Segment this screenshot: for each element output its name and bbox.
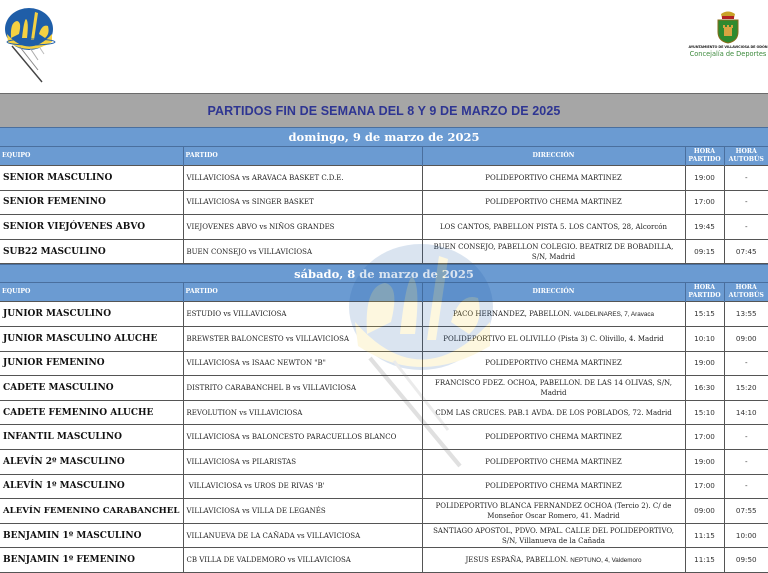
section-date: domingo, 9 de marzo de 2025 [288, 130, 480, 144]
match-cell: VILLAVICIOSA vs PILARISTAS [183, 449, 422, 474]
match-cell: BUEN CONSEJO vs VILLAVICIOSA [183, 239, 422, 264]
page-title: PARTIDOS FIN DE SEMANA DEL 8 Y 9 DE MARZO DE 2025 [207, 103, 561, 118]
match-cell: VIEJOVENES ABVO vs NIÑOS GRANDES [183, 215, 422, 240]
table-row [0, 499, 768, 524]
bus-time-cell: - [724, 474, 768, 499]
match-time-cell: 09:00 [685, 499, 724, 524]
bus-time-cell: - [724, 190, 768, 215]
table-row [0, 523, 768, 548]
section-date-band [0, 264, 768, 282]
address-cell: LOS CANTOS, PABELLON PISTA 5. LOS CANTOS, 28, Alcorcón [422, 215, 685, 240]
col-header-partido: PARTIDO [183, 283, 422, 302]
bus-time-cell: - [724, 215, 768, 240]
basketball-logo-icon [2, 4, 62, 84]
address-cell: PACO HERNANDEZ, PABELLON. VALDELINARES, 7, Aravaca [422, 302, 685, 327]
team-cell: JUNIOR FEMENINO [0, 351, 183, 376]
table-header-row [0, 283, 768, 302]
match-time-cell: 16:30 [685, 376, 724, 401]
address-cell: JESUS ESPAÑA, PABELLON. NEPTUNO, 4, Valdemoro [422, 548, 685, 573]
bus-time-cell: 09:00 [724, 326, 768, 351]
match-time-cell: 09:15 [685, 239, 724, 264]
table-row [0, 548, 768, 573]
schedule-sheet [0, 93, 768, 573]
match-time-cell: 11:15 [685, 523, 724, 548]
team-cell: INFANTIL MASCULINO [0, 425, 183, 450]
section-date: sábado, 8 de marzo de 2025 [294, 266, 474, 281]
match-cell: VILLANUEVA DE LA CAÑADA vs VILLAVICIOSA [183, 523, 422, 548]
team-cell: CADETE FEMENINO ALUCHE [0, 400, 183, 425]
col-header-hora-autobus: HORA AUTOBÚS [724, 147, 768, 166]
table-row [0, 376, 768, 401]
match-cell: BREWSTER BALONCESTO vs VILLAVICIOSA [183, 326, 422, 351]
match-cell: ESTUDIO vs VILLAVICIOSA [183, 302, 422, 327]
address-cell: POLIDEPORTIVO CHEMA MARTINEZ [422, 474, 685, 499]
team-cell: BENJAMIN 1º MASCULINO [0, 523, 183, 548]
coat-of-arms-icon [715, 10, 741, 44]
table-row [0, 400, 768, 425]
bus-time-cell: - [724, 449, 768, 474]
match-time-cell: 17:00 [685, 474, 724, 499]
col-header-hora-autobus: HORA AUTOBÚS [724, 283, 768, 302]
match-time-cell: 19:45 [685, 215, 724, 240]
match-time-cell: 19:00 [685, 449, 724, 474]
match-time-cell: 15:15 [685, 302, 724, 327]
bus-time-cell: - [724, 425, 768, 450]
match-cell: VILLAVICIOSA vs UROS DE RIVAS 'B' [183, 474, 422, 499]
match-cell: VILLAVICIOSA vs SINGER BASKET [183, 190, 422, 215]
address-cell: POLIDEPORTIVO BLANCA FERNANDEZ OCHOA (Tercio 2). C/ de Monseñor Oscar Romero, 41. Madrid [422, 499, 685, 524]
match-time-cell: 17:00 [685, 190, 724, 215]
bus-time-cell: - [724, 166, 768, 191]
address-cell: POLIDEPORTIVO EL OLIVILLO (Pista 3) C. Olivillo, 4. Madrid [422, 326, 685, 351]
match-cell: VILLAVICIOSA vs ISAAC NEWTON "B" [183, 351, 422, 376]
team-cell: ALEVÍN FEMENINO CARABANCHEL [0, 499, 183, 524]
match-time-cell: 15:10 [685, 400, 724, 425]
col-header-partido: PARTIDO [183, 147, 422, 166]
address-cell: BUEN CONSEJO, PABELLON COLEGIO. BEATRIZ DE BOBADILLA, S/N, Madrid [422, 239, 685, 264]
table-row [0, 239, 768, 264]
team-cell: CADETE MASCULINO [0, 376, 183, 401]
match-time-cell: 11:15 [685, 548, 724, 573]
col-header-hora-partido: HORA PARTIDO [685, 147, 724, 166]
team-cell: JUNIOR MASCULINO ALUCHE [0, 326, 183, 351]
schedule-table-saturday [0, 282, 768, 573]
bus-time-cell: 14:10 [724, 400, 768, 425]
match-time-cell: 19:00 [685, 166, 724, 191]
section-date-band [0, 127, 768, 146]
match-time-cell: 19:00 [685, 351, 724, 376]
table-row [0, 351, 768, 376]
team-cell: SUB22 MASCULINO [0, 239, 183, 264]
team-cell: SENIOR VIEJÓVENES ABVO [0, 215, 183, 240]
table-row [0, 302, 768, 327]
address-cell: POLIDEPORTIVO CHEMA MARTINEZ [422, 166, 685, 191]
col-header-equipo: EQUIPO [0, 147, 183, 166]
address-cell: CDM LAS CRUCES. PAB.1 AVDA. DE LOS POBLADOS, 72. Madrid [422, 400, 685, 425]
match-cell: REVOLUTION vs VILLAVICIOSA [183, 400, 422, 425]
municipal-logo [688, 10, 768, 70]
col-header-direccion: DIRECCIÓN [422, 283, 685, 302]
bus-time-cell: 09:50 [724, 548, 768, 573]
address-cell: POLIDEPORTIVO CHEMA MARTINEZ [422, 449, 685, 474]
match-time-cell: 10:10 [685, 326, 724, 351]
match-cell: VILLAVICIOSA vs ARAVACA BASKET C.D.E. [183, 166, 422, 191]
match-time-cell: 17:00 [685, 425, 724, 450]
team-cell: ALEVÍN 2º MASCULINO [0, 449, 183, 474]
col-header-direccion: DIRECCIÓN [422, 147, 685, 166]
table-row [0, 425, 768, 450]
match-cell: VILLAVICIOSA vs BALONCESTO PARACUELLOS BLANCO [183, 425, 422, 450]
concejalia-label: Concejalía de Deportes [689, 50, 767, 58]
bus-time-cell: - [724, 351, 768, 376]
team-cell: BENJAMIN 1º FEMENINO [0, 548, 183, 573]
bus-time-cell: 07:55 [724, 499, 768, 524]
match-cell: VILLAVICIOSA vs VILLA DE LEGANÉS [183, 499, 422, 524]
team-cell: JUNIOR MASCULINO [0, 302, 183, 327]
table-row [0, 474, 768, 499]
ayuntamiento-label: AYUNTAMIENTO DE VILLAVICIOSA DE ODÓN [688, 45, 768, 49]
club-logo [2, 4, 62, 84]
bus-time-cell: 13:55 [724, 302, 768, 327]
match-cell: DISTRITO CARABANCHEL B vs VILLAVICIOSA [183, 376, 422, 401]
title-band [0, 93, 768, 127]
table-row [0, 215, 768, 240]
table-header-row [0, 147, 768, 166]
bus-time-cell: 10:00 [724, 523, 768, 548]
address-cell: POLIDEPORTIVO CHEMA MARTINEZ [422, 425, 685, 450]
col-header-equipo: EQUIPO [0, 283, 183, 302]
col-header-hora-partido: HORA PARTIDO [685, 283, 724, 302]
address-cell: POLIDEPORTIVO CHEMA MARTINEZ [422, 351, 685, 376]
table-row [0, 166, 768, 191]
match-cell: CB VILLA DE VALDEMORO vs VILLAVICIOSA [183, 548, 422, 573]
team-cell: SENIOR MASCULINO [0, 166, 183, 191]
team-cell: SENIOR FEMENINO [0, 190, 183, 215]
schedule-table-sunday [0, 146, 768, 264]
address-cell: SANTIAGO APOSTOL, PDVO. MPAL. CALLE DEL POLIDEPORTIVO, S/N, Villanueva de la Cañada [422, 523, 685, 548]
team-cell: ALEVÍN 1º MASCULINO [0, 474, 183, 499]
address-cell: POLIDEPORTIVO CHEMA MARTINEZ [422, 190, 685, 215]
bus-time-cell: 15:20 [724, 376, 768, 401]
table-row [0, 326, 768, 351]
address-cell: FRANCISCO FDEZ. OCHOA, PABELLON. DE LAS 14 OLIVAS, S/N, Madrid [422, 376, 685, 401]
table-row [0, 449, 768, 474]
table-row [0, 190, 768, 215]
bus-time-cell: 07:45 [724, 239, 768, 264]
